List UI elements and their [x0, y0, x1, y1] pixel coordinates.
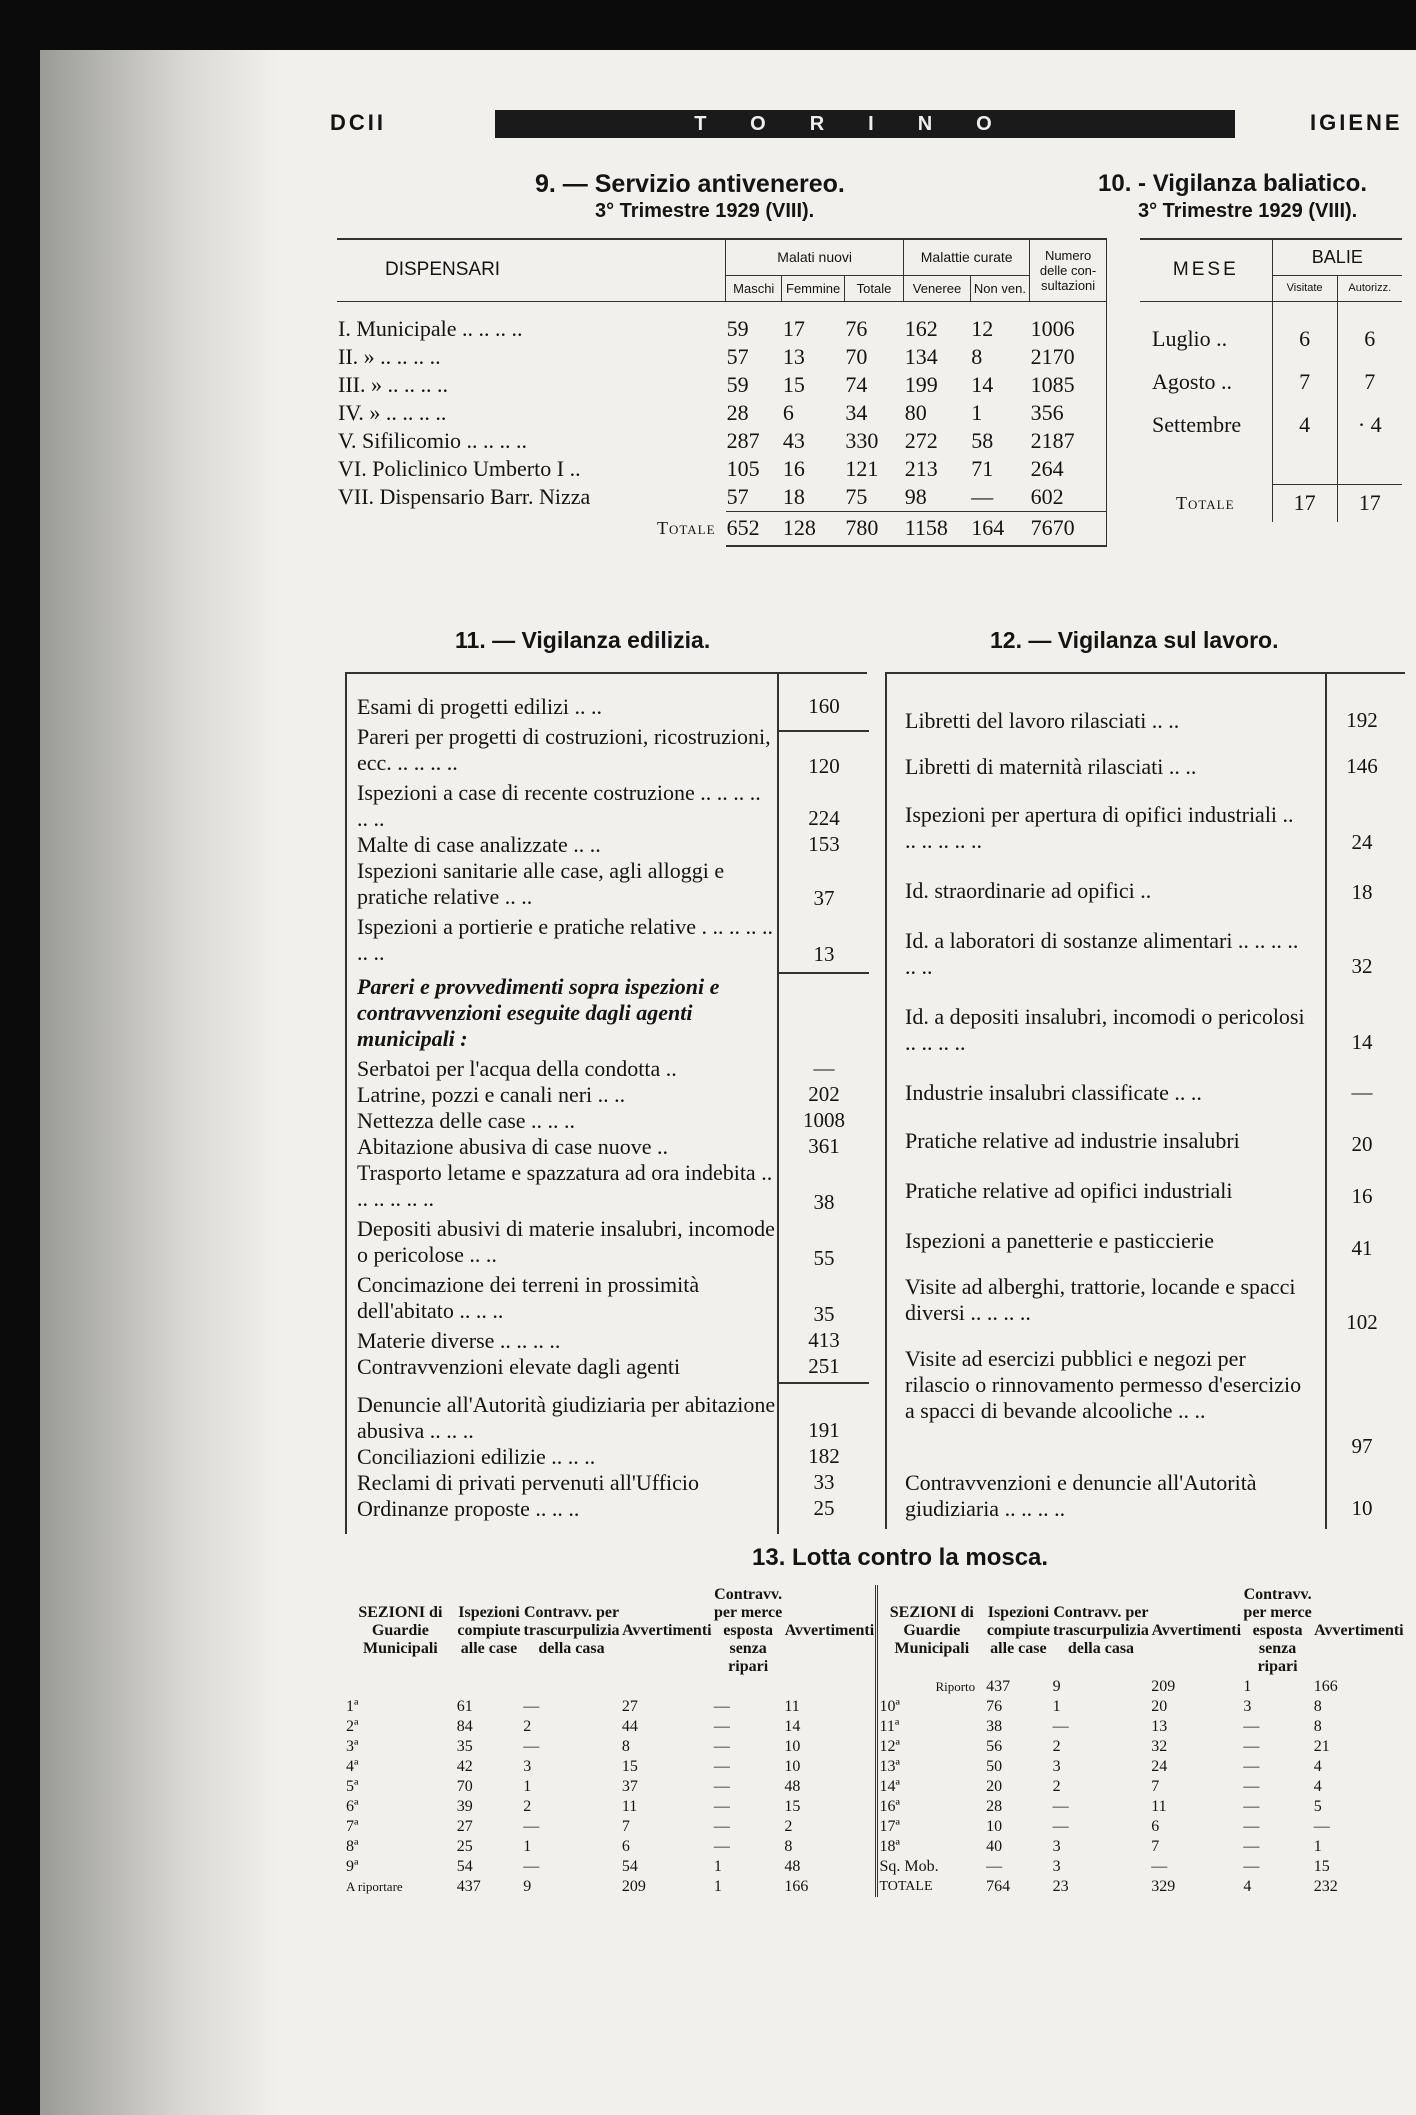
s11-row: Malte di case analizzate .. ..: [357, 832, 601, 857]
s11-row: Trasporto letame e spazzatura ad ora indebita .. .. .. .. .. ..: [357, 1160, 773, 1211]
s12-row: Industrie insalubri classificate .. ..: [905, 1080, 1202, 1105]
s9-col-femmine: Femmine: [782, 275, 844, 301]
s12-row: Id. a depositi insalubri, incomodi o pericolosi .. .. .. ..: [905, 1004, 1305, 1055]
s11-row: Ispezioni a portierie e pratiche relative . .. .. .. .. .. ..: [357, 914, 773, 965]
s11-row: Depositi abusivi di materie insalubri, incomode o pericolose .. ..: [357, 1216, 775, 1267]
s11-row: Reclami di privati pervenuti all'Ufficio: [357, 1470, 700, 1495]
s12-row: Libretti del lavoro rilasciati .. ..: [905, 708, 1180, 733]
s12-value: 16: [1351, 1184, 1373, 1208]
s10-group-balie: BALIE: [1272, 239, 1402, 275]
s12-value: 192: [1346, 708, 1378, 732]
s9-col-numero: Numero delle con-sultazioni: [1030, 239, 1107, 301]
s12-row: Id. a laboratori di sostanze alimentari .. .. .. .. .. ..: [905, 928, 1299, 979]
s12-value: 102: [1346, 1310, 1378, 1334]
s13-h-ispezioni: Ispezioni compiute alle case: [457, 1604, 521, 1657]
s11-box: [345, 672, 867, 1534]
s12-row: Contravvenzioni e denuncie all'Autorità giudiziaria .. .. .. ..: [905, 1470, 1257, 1521]
s10-title: 10. - Vigilanza baliatico.: [1098, 170, 1367, 197]
s11-row: Esami di progetti edilizi .. ..: [357, 694, 603, 719]
s12-row: Ispezioni a panetterie e pasticcierie: [905, 1228, 1215, 1253]
s13-row: 7ª 27 — 7 — 2 17ª 10 — 6 — —: [346, 1818, 1330, 1835]
s10-row: Settembre 4 · 4: [1140, 403, 1402, 446]
s12-value: 24: [1351, 830, 1373, 854]
s11-row: Contravvenzioni elevate dagli agenti: [357, 1354, 681, 1379]
s12-value: 14: [1351, 1030, 1373, 1054]
s11-value: 38: [813, 1190, 835, 1214]
s13-h-ispezioni-r: Ispezioni compiute alle case: [986, 1604, 1050, 1657]
s12-value: 41: [1351, 1236, 1373, 1260]
s13-row: 2ª 84 2 44 — 14 11ª 38 — 13 — 8: [346, 1718, 1322, 1735]
s9-row: IV. » .. .. .. .. 28 6 34 80 1 356: [337, 399, 1107, 427]
s9-row: V. Sifilicomio .. .. .. .. 287 43 330 272 58 2187: [337, 427, 1107, 455]
s11-row: Latrine, pozzi e canali neri .. ..: [357, 1082, 626, 1107]
s13-row: 5ª 70 1 37 — 48 14ª 20 2 7 — 4: [346, 1778, 1322, 1795]
s11-row: Denuncie all'Autorità giudiziaria per abitazione abusiva .. .. ..: [357, 1392, 776, 1443]
s11-subheading: Pareri e provvedimenti sopra ispezioni e contravvenzioni eseguite dagli agenti municipali :: [357, 974, 720, 1051]
s11-row: Concimazione dei terreni in prossimità dell'abitato .. .. ..: [357, 1272, 700, 1323]
s11-row: Serbatoi per l'acqua della condotta ..: [357, 1056, 677, 1081]
page-number: DCII: [330, 110, 386, 135]
s11-value: 13: [813, 942, 835, 966]
s11-value: 182: [808, 1444, 840, 1468]
s12-title: 12. — Vigilanza sul lavoro.: [990, 627, 1279, 653]
s13-row: 1ª 61 — 27 — 11 10ª 76 1 20 3 8: [346, 1698, 1322, 1715]
s13-title: 13. Lotta contro la mosca.: [752, 1544, 1049, 1571]
s13-row: 3ª 35 — 8 — 10 12ª 56 2 32 — 21: [346, 1738, 1330, 1755]
s13-row: 8ª 25 1 6 — 8 18ª 40 3 7 — 1: [346, 1838, 1322, 1855]
s11-row: Abitazione abusiva di case nuove ..: [357, 1134, 668, 1159]
s11-row: Nettezza delle case .. .. ..: [357, 1108, 576, 1133]
s12-row: Id. straordinarie ad opifici ..: [905, 878, 1152, 903]
s10-subtitle: 3° Trimestre 1929 (VIII).: [1138, 200, 1358, 222]
s11-row: Materie diverse .. .. .. ..: [357, 1328, 561, 1353]
s11-row: Ispezioni sanitarie alle case, agli alloggi e pratiche relative .. ..: [357, 858, 725, 909]
s11-value: 153: [808, 832, 840, 856]
s10-row: Agosto .. 7 7: [1140, 360, 1402, 403]
s12-row: Ispezioni per apertura di opifici industriali .. .. .. .. .. ..: [905, 802, 1294, 853]
s13-h-avvertimenti-2: Avvertimenti: [783, 1585, 877, 1677]
s11-title: 11. — Vigilanza edilizia.: [455, 627, 711, 653]
s13-row: Riporto 437 9 209 1 166: [345, 1677, 1405, 1697]
s11-value: 361: [808, 1134, 840, 1158]
s9-col-totale: Totale: [844, 275, 903, 301]
s9-col-veneree: Veneree: [904, 275, 971, 301]
s11-row: Pareri per progetti di costruzioni, ricostruzioni, ecc. .. .. .. ..: [357, 724, 771, 775]
s13-row: 4ª 42 3 15 — 10 13ª 50 3 24 — 4: [346, 1758, 1322, 1775]
s9-col-dispensari: DISPENSARI: [385, 259, 501, 281]
s9-row: VI. Policlinico Umberto I .. 105 16 121 213 71 264: [337, 455, 1107, 483]
s10-table: [1140, 238, 1402, 522]
s11-value: 191: [808, 1418, 840, 1442]
scanned-page: [40, 50, 1416, 2115]
s10-col-autorizz: Autorizz.: [1337, 275, 1402, 301]
s11-value: —: [813, 1056, 835, 1080]
s11-value: 33: [813, 1470, 835, 1494]
s12-row: Libretti di maternità rilasciati .. ..: [905, 754, 1197, 779]
s12-row: Pratiche relative ad opifici industriali: [905, 1178, 1233, 1203]
s13-h-contravv-casa-r: Contravv. per trascurpulizia della casa: [1052, 1604, 1149, 1657]
s13-row: 9ª 54 — 54 1 48 Sq. Mob. — 3 — — 15: [346, 1858, 1330, 1875]
s13-h-contravv-merce: Contravv. per merce esposta senza ripari: [714, 1586, 783, 1675]
s13-h-avvertimenti: Avvertimenti: [622, 1622, 712, 1639]
s13-table: [345, 1585, 1405, 1897]
s12-row: Visite ad esercizi pubblici e negozi per rilascio o rinnovamento permesso d'esercizio a spacci di bevande alcooliche .. ..: [905, 1346, 1302, 1423]
s12-box: [885, 672, 1405, 1529]
s11-value: 25: [813, 1496, 835, 1520]
s12-row: Pratiche relative ad industrie insalubri: [905, 1128, 1240, 1153]
s9-total-row: Totale 652 128 780 1158 164 7670: [337, 512, 1107, 546]
s9-group-malati: Malati nuovi: [726, 239, 904, 275]
s9-subtitle: 3° Trimestre 1929 (VIII).: [595, 200, 815, 222]
s10-total-row: Totale 17 17: [1140, 484, 1402, 522]
s9-title: 9. — Servizio antivenereo.: [535, 170, 845, 198]
s12-value: 10: [1351, 1496, 1373, 1520]
s9-table: [337, 238, 1107, 547]
s13-h-avvertimenti-r: Avvertimenti: [1151, 1622, 1242, 1639]
s13-row: 6ª 39 2 11 — 15 16ª 28 — 11 — 5: [346, 1798, 1322, 1815]
s12-value: 32: [1351, 954, 1373, 978]
page-shadow-edge: [40, 50, 280, 2115]
running-title: TORINO: [495, 110, 1235, 138]
s11-row: Ordinanze proposte .. .. ..: [357, 1496, 580, 1521]
s9-col-maschi: Maschi: [726, 275, 782, 301]
s12-value: —: [1351, 1080, 1373, 1104]
s11-value: 1008: [803, 1108, 845, 1132]
s10-col-visitate: Visitate: [1272, 275, 1337, 301]
s12-value: 20: [1351, 1132, 1373, 1156]
s13-h-contravv-casa: Contravv. per trascurpulizia della casa: [523, 1604, 620, 1657]
s9-row: II. » .. .. .. .. 57 13 70 134 8 2170: [337, 343, 1107, 371]
s9-col-nonven: Non ven.: [970, 275, 1029, 301]
s11-value: 224: [808, 806, 840, 830]
s11-value: 251: [808, 1354, 840, 1378]
s11-value: 55: [813, 1246, 835, 1270]
section-header: IGIENE: [1310, 110, 1403, 135]
s13-h-contravv-merce-r: Contravv. per merce esposta senza ripari: [1243, 1586, 1312, 1675]
s12-value: 97: [1351, 1434, 1373, 1458]
s13-h-avvertimenti-2-r: Avvertimenti: [1314, 1622, 1404, 1639]
s11-row: Conciliazioni edilizie .. .. ..: [357, 1444, 596, 1469]
s13-h-sezioni: SEZIONI di Guardie Municipali: [358, 1604, 443, 1657]
s11-row: Ispezioni a case di recente costruzione .. .. .. .. .. ..: [357, 780, 761, 831]
s9-row: VII. Dispensario Barr. Nizza 57 18 75 98 — 602: [337, 483, 1107, 512]
s11-value: 37: [813, 886, 835, 910]
s11-value: 35: [813, 1302, 835, 1326]
s11-value: 413: [808, 1328, 840, 1352]
s13-total-row: A riportare 437 9 209 1 166 TOTALE 764 23 329 4 232: [346, 1878, 1338, 1895]
s10-row: Luglio .. 6 6: [1140, 317, 1402, 360]
s9-row: III. » .. .. .. .. 59 15 74 199 14 1085: [337, 371, 1107, 399]
s11-value: 202: [808, 1082, 840, 1106]
s12-value: 18: [1351, 880, 1373, 904]
s11-value: 120: [808, 754, 840, 778]
s13-h-sezioni-r: SEZIONI di Guardie Municipali: [889, 1604, 974, 1657]
s11-value: 160: [808, 694, 840, 718]
s12-value: 146: [1346, 754, 1378, 778]
s12-row: Visite ad alberghi, trattorie, locande e spacci diversi .. .. .. ..: [905, 1274, 1296, 1325]
s9-group-malattie: Malattie curate: [904, 239, 1030, 275]
s9-row: I. Municipale .. .. .. .. 59 17 76 162 12 1006: [337, 315, 1107, 343]
s10-col-mese: MESE: [1172, 259, 1239, 281]
